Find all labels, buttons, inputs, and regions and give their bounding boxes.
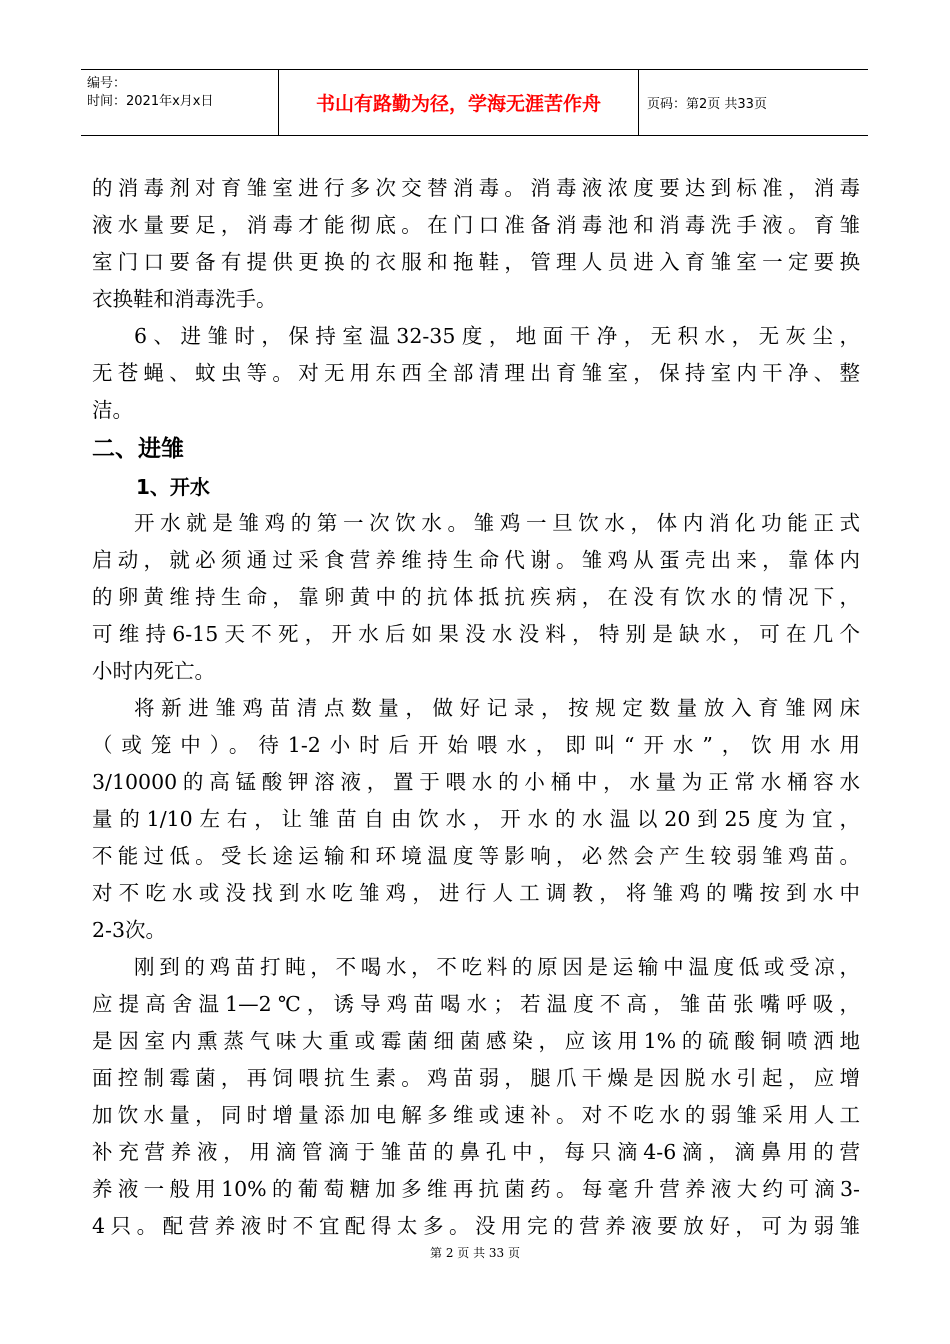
text-line: 4只。配营养液时不宜配得太多。没用完的营养液要放好，可为弱雏 <box>92 1214 860 1238</box>
text-line: 的消毒剂对育雏室进行多次交替消毒。消毒液浓度要达到标准，消毒 <box>92 176 860 200</box>
text-line: 养液一般用10%的葡萄糖加多维再抗菌药。每毫升营养液大约可滴3- <box>92 1177 860 1201</box>
text-line: 开水就是雏鸡的第一次饮水。雏鸡一旦饮水，体内消化功能正式 <box>134 511 860 535</box>
text-line: （或笼中）。待1-2小时后开始喂水，即叫“开水”，饮用水用 <box>92 733 860 757</box>
document-body <box>92 170 860 1245</box>
text-line: 室门口要备有提供更换的衣服和拖鞋，管理人员进入育雏室一定要换 <box>92 250 860 274</box>
text-line: 6、进雏时，保持室温32-35度，地面干净，无积水，无灰尘， <box>134 324 860 348</box>
text-line: 应提高舍温1—2℃，诱导鸡苗喝水；若温度不高，雏苗张嘴呼吸， <box>92 992 860 1016</box>
text-line: 将新进雏鸡苗清点数量，做好记录，按规定数量放入育雏网床 <box>134 696 860 720</box>
text-line: 洁。 <box>92 398 133 422</box>
header-page-number: 页码：第2页 共33页 <box>647 97 767 112</box>
text-line: 无苍蝇、蚊虫等。对无用东西全部清理出育雏室，保持室内干净、整 <box>92 361 860 385</box>
text-line: 刚到的鸡苗打盹，不喝水，不吃料的原因是运输中温度低或受凉， <box>134 955 860 979</box>
page-header <box>81 69 868 136</box>
text-line: 的卵黄维持生命，靠卵黄中的抗体抵抗疾病，在没有饮水的情况下， <box>92 585 860 609</box>
time-label: 时间：2021年x月x日 <box>87 94 214 109</box>
subsection-heading: 1、开水 <box>136 475 210 499</box>
text-line: 液水量要足，消毒才能彻底。在门口准备消毒池和消毒洗手液。育雏 <box>92 213 860 237</box>
text-line: 对不吃水或没找到水吃雏鸡，进行人工调教，将雏鸡的嘴按到水中 <box>92 881 860 905</box>
page-footer: 第 2 页 共 33 页 <box>430 1246 520 1260</box>
text-line: 量的1/10左右，让雏苗自由饮水，开水的水温以20到25度为宜， <box>92 807 860 831</box>
text-line: 启动，就必须通过采食营养维持生命代谢。雏鸡从蛋壳出来，靠体内 <box>92 548 860 572</box>
text-line: 加饮水量，同时增量添加电解多维或速补。对不吃水的弱雏采用人工 <box>92 1103 860 1127</box>
text-line: 3/10000的高锰酸钾溶液，置于喂水的小桶中，水量为正常水桶容水 <box>92 770 860 794</box>
section-heading: 二、进雏 <box>92 436 184 462</box>
text-line: 衣换鞋和消毒洗手。 <box>92 287 277 311</box>
text-line: 是因室内熏蒸气味大重或霉菌细菌感染，应该用1%的硫酸铜喷洒地 <box>92 1029 860 1053</box>
header-motto: 书山有路勤为径，学海无涯苦作舟 <box>279 70 639 135</box>
text-line: 不能过低。受长途运输和环境温度等影响，必然会产生较弱雏鸡苗。 <box>92 844 860 868</box>
text-line: 小时内死亡。 <box>92 659 215 683</box>
header-info-cell <box>81 70 279 135</box>
number-label: 编号： <box>87 76 127 91</box>
text-line: 面控制霉菌，再饲喂抗生素。鸡苗弱，腿爪干燥是因脱水引起，应增 <box>92 1066 860 1090</box>
text-line: 可维持6-15天不死，开水后如果没水没料，特别是缺水，可在几个 <box>92 622 860 646</box>
text-line: 2-3次。 <box>92 918 167 942</box>
text-line: 补充营养液，用滴管滴于雏苗的鼻孔中，每只滴4-6滴，滴鼻用的营 <box>92 1140 860 1164</box>
